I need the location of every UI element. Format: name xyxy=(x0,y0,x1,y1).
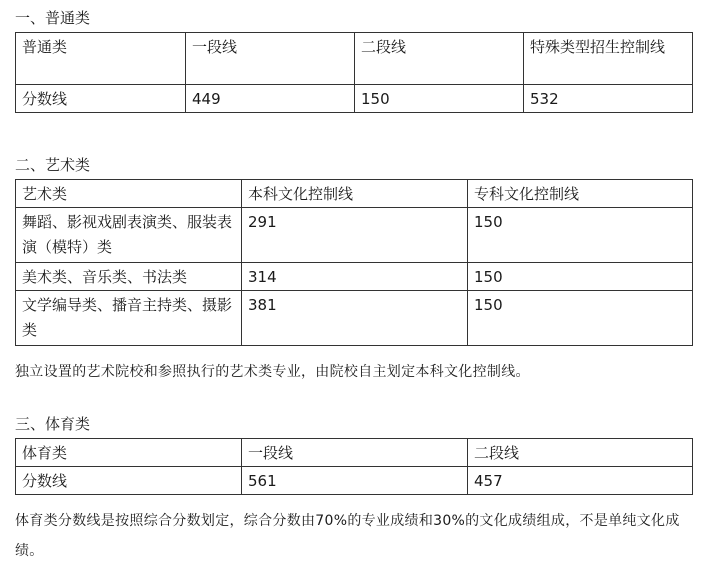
table-row xyxy=(16,263,693,291)
header-cell: 二段线 xyxy=(355,33,524,85)
sports-score-table xyxy=(15,438,693,495)
header-cell: 一段线 xyxy=(186,33,355,85)
sports-note: 体育类分数线是按照综合分数划定，综合分数由70%的专业成绩和30%的文化成绩组成，不是单纯文化成绩。 xyxy=(15,513,680,559)
table-cell: 561 xyxy=(242,467,468,495)
table-header-row xyxy=(16,33,693,85)
header-cell: 专科文化控制线 xyxy=(468,180,693,208)
table-cell: 314 xyxy=(242,263,468,291)
table-cell: 150 xyxy=(468,208,693,263)
table-cell: 舞蹈、影视戏剧表演类、服装表演（模特）类 xyxy=(16,208,242,263)
header-cell: 特殊类型招生控制线 xyxy=(524,33,693,85)
section-general-heading: 一、普通类 xyxy=(15,9,91,27)
section-art-heading: 二、艺术类 xyxy=(15,156,91,174)
table-row xyxy=(16,467,693,495)
table-cell: 150 xyxy=(468,291,693,346)
table-cell: 分数线 xyxy=(16,85,186,113)
table-cell: 381 xyxy=(242,291,468,346)
table-cell: 457 xyxy=(468,467,693,495)
table-cell: 分数线 xyxy=(16,467,242,495)
table-cell: 文学编导类、播音主持类、摄影类 xyxy=(16,291,242,346)
header-cell: 二段线 xyxy=(468,439,693,467)
art-note: 独立设置的艺术院校和参照执行的艺术类专业，由院校自主划定本科文化控制线。 xyxy=(15,364,530,380)
section-sports-heading: 三、体育类 xyxy=(15,415,91,433)
table-cell: 291 xyxy=(242,208,468,263)
header-cell: 艺术类 xyxy=(16,180,242,208)
table-cell: 449 xyxy=(186,85,355,113)
header-cell: 体育类 xyxy=(16,439,242,467)
header-cell: 本科文化控制线 xyxy=(242,180,468,208)
art-score-table xyxy=(15,179,693,346)
general-score-table xyxy=(15,32,693,113)
table-cell: 532 xyxy=(524,85,693,113)
table-cell: 150 xyxy=(468,263,693,291)
table-row xyxy=(16,291,693,346)
table-row xyxy=(16,85,693,113)
table-cell: 150 xyxy=(355,85,524,113)
table-header-row xyxy=(16,180,693,208)
table-row xyxy=(16,208,693,263)
header-cell: 普通类 xyxy=(16,33,186,85)
table-cell: 美术类、音乐类、书法类 xyxy=(16,263,242,291)
header-cell: 一段线 xyxy=(242,439,468,467)
table-header-row xyxy=(16,439,693,467)
